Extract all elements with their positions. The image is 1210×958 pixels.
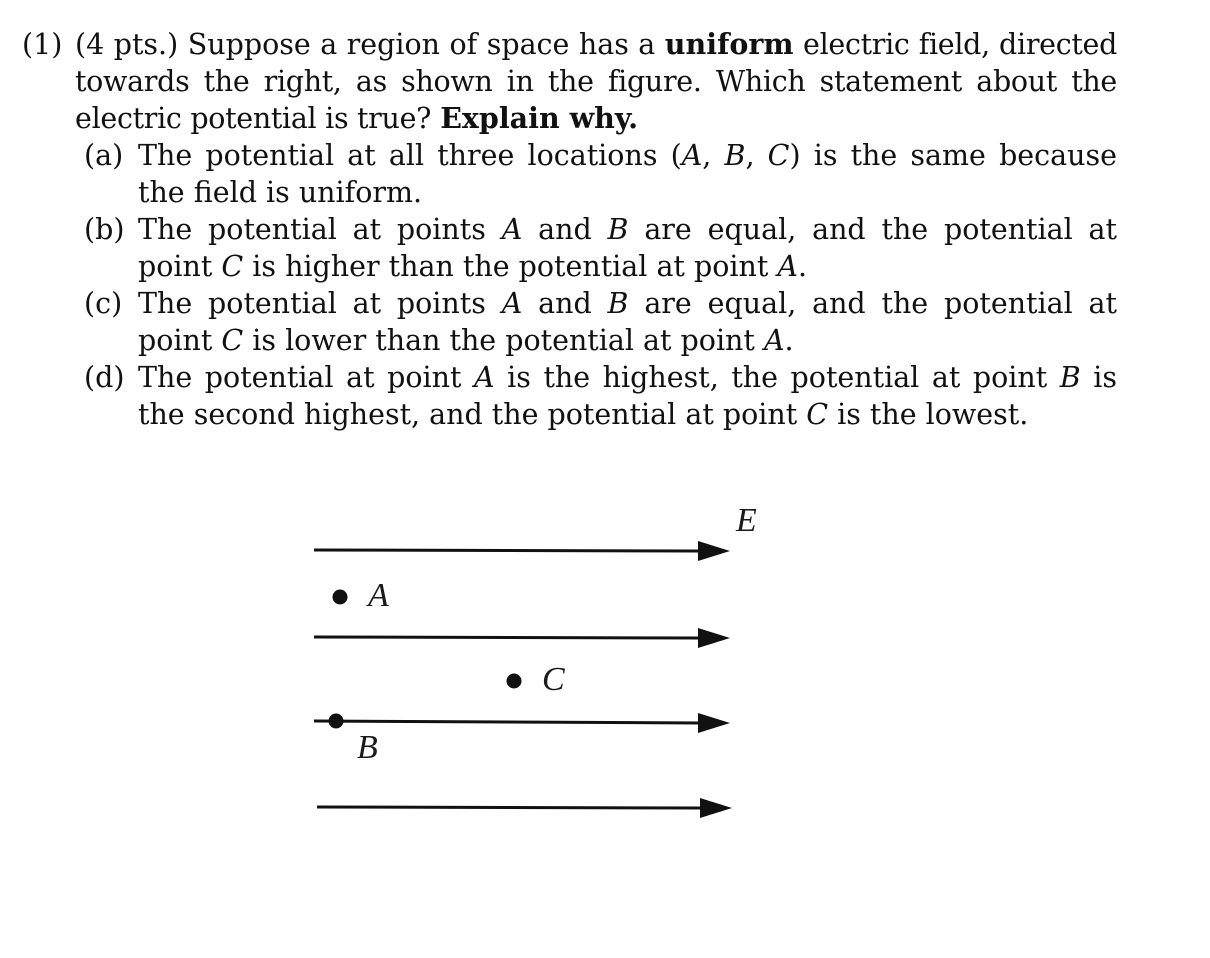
problem-stem bbox=[22, 26, 1117, 137]
option-b-text: . bbox=[797, 250, 807, 283]
option-d bbox=[22, 359, 1117, 433]
field-line-4 bbox=[317, 807, 702, 808]
var-a: A bbox=[501, 213, 523, 246]
var-b: B bbox=[607, 213, 629, 246]
var-a: A bbox=[474, 361, 495, 394]
var-a: A bbox=[501, 287, 523, 320]
problem-points: (4 pts.) bbox=[75, 28, 179, 61]
stem-bold-uniform: uniform bbox=[664, 27, 794, 61]
option-c-text: and bbox=[538, 287, 592, 320]
option-c-text: is lower than the potential at point bbox=[252, 324, 755, 357]
problem-1 bbox=[22, 26, 1117, 433]
option-b-label: (b) bbox=[84, 213, 125, 246]
option-a-text: , bbox=[702, 139, 725, 172]
var-b: B bbox=[607, 287, 629, 320]
var-a: A bbox=[681, 139, 703, 172]
arrowhead-icon bbox=[700, 798, 732, 818]
var-c: C bbox=[806, 398, 829, 431]
option-d-text: is the lowest. bbox=[837, 398, 1029, 431]
var-c: C bbox=[767, 139, 790, 172]
var-b: B bbox=[1059, 361, 1081, 394]
option-c bbox=[22, 285, 1117, 359]
point-a-dot bbox=[333, 590, 348, 605]
option-a bbox=[22, 137, 1117, 211]
arrowhead-icon bbox=[698, 541, 730, 561]
option-d-label: (d) bbox=[84, 361, 125, 394]
arrowhead-icon bbox=[698, 628, 730, 648]
point-b-dot bbox=[329, 714, 344, 729]
stem-text-1: Suppose a region of space has a bbox=[187, 28, 656, 61]
problem-number: (1) bbox=[22, 28, 63, 61]
option-a-label: (a) bbox=[84, 139, 124, 172]
field-lines bbox=[314, 541, 732, 818]
option-b-text: are equal, and the potential at point bbox=[138, 213, 1118, 283]
option-c-label: (c) bbox=[84, 287, 123, 320]
option-b-text: is higher than the potential at point bbox=[252, 250, 769, 283]
field-line-1 bbox=[314, 550, 700, 551]
var-c: C bbox=[221, 324, 244, 357]
stem-text-2: electric field, directed towards the right, as shown in the figure. Which statement about the electric potential is true? bbox=[75, 28, 1118, 135]
arrowhead-icon bbox=[698, 713, 730, 733]
option-b-text: The potential at points bbox=[138, 213, 486, 246]
var-a: A bbox=[763, 324, 785, 357]
option-d-text: The potential at point bbox=[138, 361, 462, 394]
point-c-dot bbox=[507, 674, 522, 689]
option-a-text: , bbox=[745, 139, 768, 172]
point-a-label: A bbox=[368, 577, 389, 614]
field-label-e: E bbox=[736, 502, 757, 539]
option-b bbox=[22, 211, 1117, 285]
point-c-label: C bbox=[542, 661, 565, 698]
option-c-text: The potential at points bbox=[138, 287, 486, 320]
option-d-text: is the second highest, and the potential at point bbox=[138, 361, 1118, 431]
point-b-label: B bbox=[357, 729, 378, 766]
var-a: A bbox=[777, 250, 798, 283]
var-c: C bbox=[221, 250, 244, 283]
option-b-text: and bbox=[538, 213, 592, 246]
answer-options bbox=[22, 137, 1117, 433]
option-c-text: . bbox=[784, 324, 794, 357]
option-d-text: is the highest, the potential at point bbox=[507, 361, 1048, 394]
var-b: B bbox=[724, 139, 746, 172]
stem-bold-explain: Explain why. bbox=[440, 101, 639, 135]
option-c-text: are equal, and the potential at point bbox=[138, 287, 1118, 357]
option-a-text: ) is the same because the field is uniform. bbox=[138, 139, 1117, 209]
field-line-2 bbox=[314, 637, 700, 638]
option-a-text: The potential at all three locations ( bbox=[138, 139, 682, 172]
field-line-3 bbox=[314, 721, 700, 723]
